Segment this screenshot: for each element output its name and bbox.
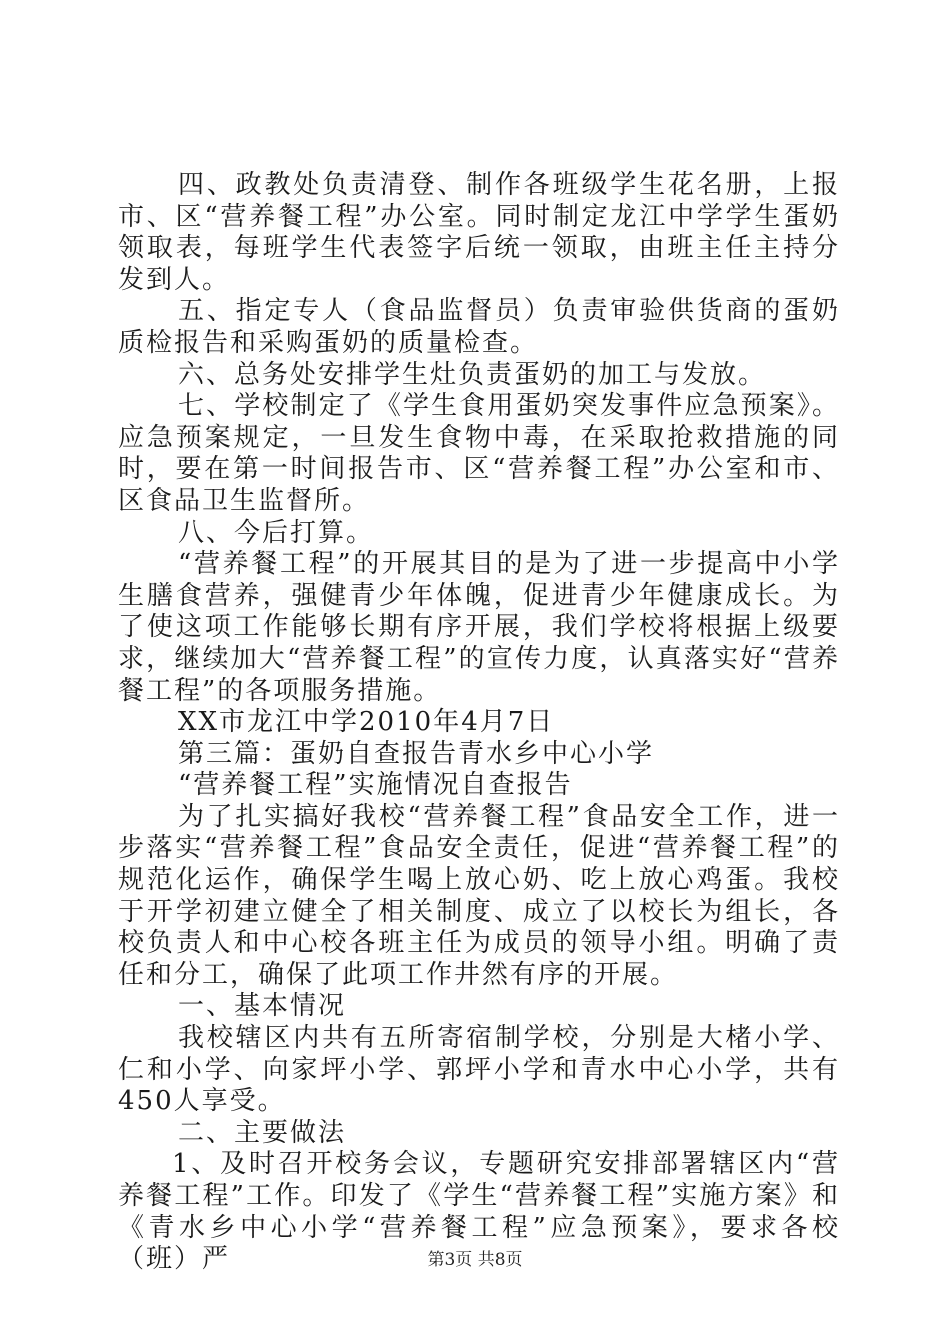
paragraph-item-4: 四、政教处负责清登、制作各班级学生花名册，上报市、区“营养餐工程”办公室。同时制定龙江中学学生蛋奶领取表，每班学生代表签字后统一领取，由班主任主持分发到人。 — [118, 170, 840, 295]
paragraph-future-plans: 八、今后打算。 — [178, 517, 375, 548]
paragraph-item-7: 七、学校制定了《学生食用蛋奶突发事件应急预案》。应急预案规定，一旦发生食物中毒，在采取抢救措施的同时，要在第一时间报告市、区“营养餐工程”办公室和市、区食品卫生监督所。 — [118, 391, 840, 516]
paragraph-future-plans-body: “营养餐工程”的开展其目的是为了进一步提高中小学生膳食营养，强健青少年体魄，促进青少年健康成长。为了使这项工作能够长期有序开展，我们学校将根据上级要求，继续加大“营养餐工程”的宣传力度，认真落实好“营养餐工程”的各项服务措施。 — [118, 549, 840, 706]
paragraph-item-5: 五、指定专人（食品监督员）负责审验供货商的蛋奶质检报告和采购蛋奶的质量检查。 — [118, 296, 840, 358]
heading-main-practices: 二、主要做法 — [178, 1117, 347, 1148]
paragraph-intro: 为了扎实搞好我校“营养餐工程”食品安全工作，进一步落实“营养餐工程”食品安全责任，促进“营养餐工程”的规范化运作，确保学生喝上放心奶、吃上放心鸡蛋。我校于开学初建立健全了相关制度、成立了以校长为组长，各校负责人和中心校各班主任为成员的领导小组。明确了责任和分工，确保了此项工作井然有序的开展。 — [118, 801, 840, 990]
document-body — [118, 170, 840, 1276]
page-footer: 第3页 共8页 — [427, 1250, 523, 1270]
paragraph-basic-situation: 我校辖区内共有五所寄宿制学校，分别是大楮小学、仁和小学、向家坪小学、郭坪小学和青水中心小学，共有450人享受。 — [118, 1023, 840, 1117]
heading-basic-situation: 一、基本情况 — [178, 991, 347, 1022]
report-title: “营养餐工程”实施情况自查报告 — [178, 770, 573, 801]
signature-date-line: XX市龙江中学2010年4月7日 — [178, 707, 555, 738]
paragraph-practice-1: 1、及时召开校务会议，专题研究安排部署辖区内“营养餐工程”工作。印发了《学生“营养餐工程”实施方案》和《青水乡中心小学“营养餐工程”应急预案》，要求各校（班）严 — [118, 1149, 840, 1275]
section-heading: 第三篇：蛋奶自查报告青水乡中心小学 — [178, 738, 655, 769]
paragraph-item-6: 六、总务处安排学生灶负责蛋奶的加工与发放。 — [178, 359, 767, 390]
